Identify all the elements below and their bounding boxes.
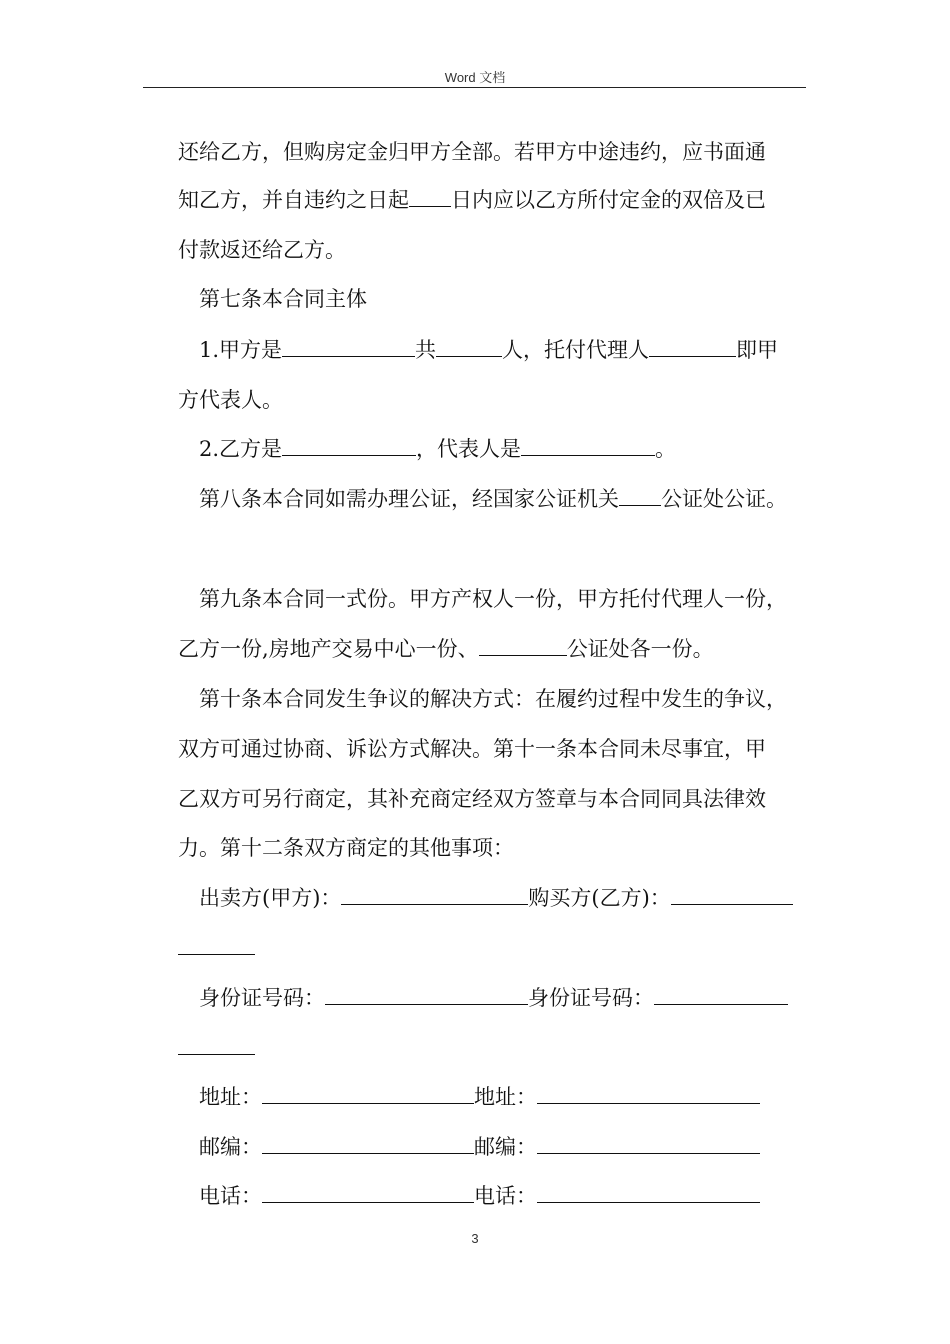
postcode-label: 邮编： [199, 1135, 262, 1159]
section-heading: 第七条本合同主体 [199, 287, 367, 311]
fill-blank [537, 1133, 760, 1154]
fill-blank [436, 336, 502, 357]
paragraph-line: 方代表人。 [178, 388, 283, 412]
id-label: 身份证号码： [528, 986, 654, 1010]
fill-blank [325, 984, 528, 1005]
text-fragment: 人，托付代理人 [502, 338, 650, 362]
postcode-label: 邮编： [474, 1135, 537, 1159]
fill-blank [619, 485, 661, 506]
paragraph-line: 付款返还给乙方。 [178, 238, 346, 262]
signature-seller-buyer [199, 884, 793, 912]
fill-blank [282, 435, 416, 456]
paragraph-line: 还给乙方，但购房定金归甲方全部。若甲方中途违约，应书面通 [178, 140, 766, 164]
phone-label: 电话： [199, 1184, 262, 1208]
fill-blank [654, 984, 788, 1005]
fill-blank [409, 186, 451, 207]
id-label: 身份证号码： [199, 986, 325, 1010]
address-label: 地址： [199, 1085, 262, 1109]
fill-blank [262, 1083, 474, 1104]
page-header: Word 文档 [444, 70, 506, 85]
text-fragment: 2.乙方是 [199, 437, 283, 461]
fill-blank [341, 884, 528, 905]
signature-phone [199, 1182, 760, 1210]
signature-postcode [199, 1133, 760, 1161]
paragraph-line: 乙双方可另行商定，其补充商定经双方签章与本合同同具法律效 [178, 787, 766, 811]
fill-blank [282, 336, 415, 357]
page-number: 3 [471, 1231, 479, 1246]
buyer-label: 购买方(乙方)： [528, 886, 671, 910]
signature-id-numbers [199, 984, 788, 1012]
text-fragment: 。 [655, 437, 677, 461]
fill-blank [262, 1182, 474, 1203]
fill-blank [537, 1182, 760, 1203]
paragraph-line: 第十条本合同发生争议的解决方式：在履约过程中发生的争议， [199, 687, 787, 711]
signature-address [199, 1083, 760, 1111]
paragraph-line: 第九条本合同一式份。甲方产权人一份，甲方托付代理人一份， [199, 587, 787, 611]
paragraph-line [199, 485, 787, 513]
text-fragment: 知乙方，并自违约之日起 [178, 188, 409, 212]
text-fragment: 公证处公证。 [661, 487, 787, 511]
seller-label: 出卖方(甲方)： [199, 886, 342, 910]
paragraph-line: 双方可通过协商、诉讼方式解决。第十一条本合同未尽事宜，甲 [178, 737, 766, 761]
fill-blank [262, 1133, 474, 1154]
fill-blank [537, 1083, 760, 1104]
address-label: 地址： [474, 1085, 537, 1109]
text-fragment: 日内应以乙方所付定金的双倍及已 [451, 188, 766, 212]
fill-blank [521, 435, 655, 456]
paragraph-line [199, 435, 676, 463]
fill-blank [178, 934, 255, 955]
paragraph-line [199, 336, 778, 364]
text-fragment: 共 [415, 338, 437, 362]
phone-label: 电话： [474, 1184, 537, 1208]
paragraph-line: 力。第十二条双方商定的其他事项： [178, 836, 514, 860]
paragraph-line [178, 186, 766, 214]
header-divider [143, 87, 806, 88]
text-fragment: 乙方一份,房地产交易中心一份、 [178, 637, 479, 661]
paragraph-line [178, 635, 714, 663]
fill-blank [649, 336, 736, 357]
fill-blank [479, 635, 567, 656]
fill-blank [671, 884, 793, 905]
text-fragment: 第八条本合同如需办理公证，经国家公证机关 [199, 487, 619, 511]
continuation-line [178, 1034, 255, 1062]
text-fragment: ，代表人是 [416, 437, 522, 461]
text-fragment: 即甲 [736, 338, 779, 362]
text-fragment: 公证处各一份。 [566, 637, 714, 661]
fill-blank [178, 1034, 255, 1055]
text-fragment: 1.甲方是 [199, 338, 283, 362]
continuation-line [178, 934, 255, 962]
